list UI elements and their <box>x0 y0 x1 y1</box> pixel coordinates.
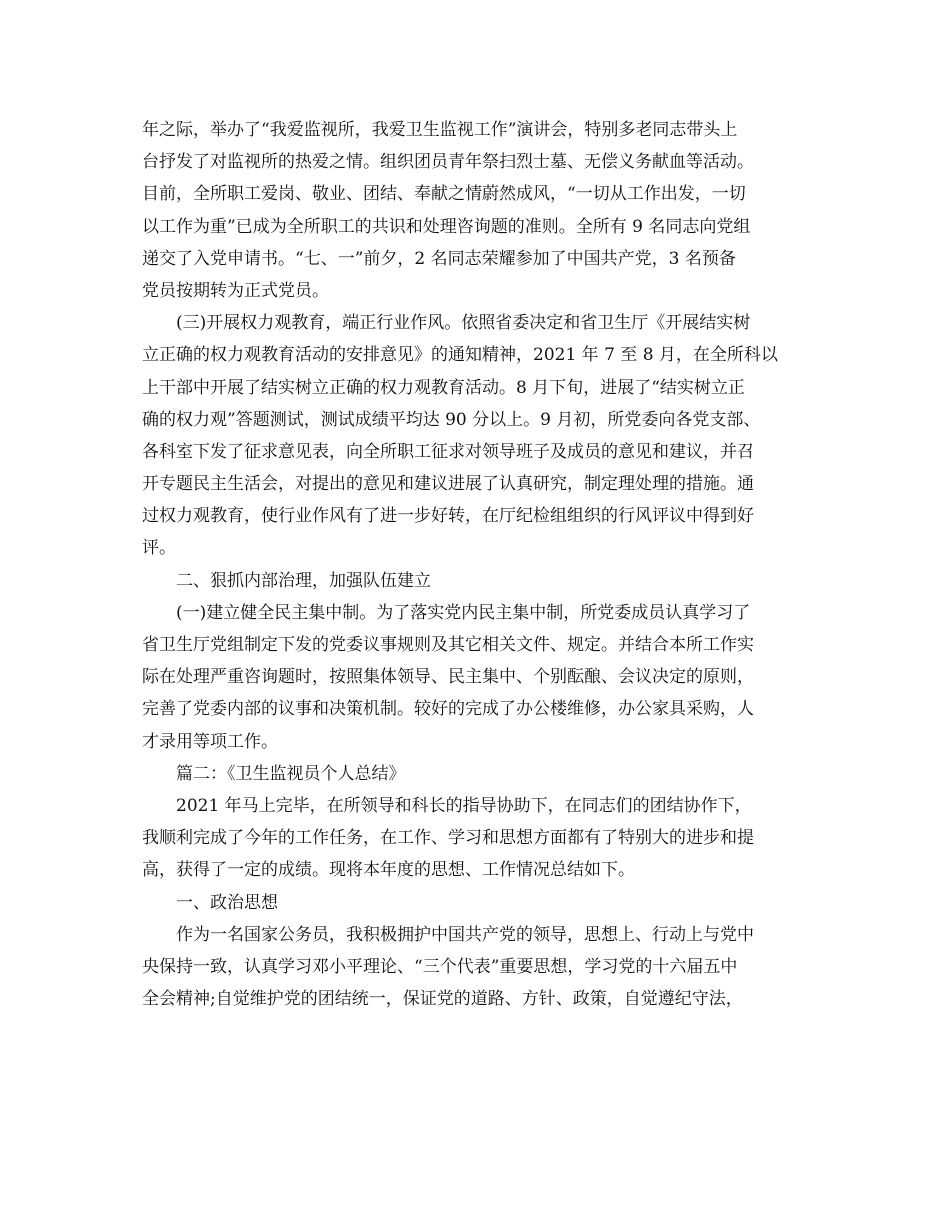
text-line: 央保持一致，认真学习邓小平理论、“三个代表”重要思想，学习党的十六届五中 <box>142 956 738 977</box>
paragraph <box>142 565 808 597</box>
text-line: 省卫生厅党组制定下发的党委议事规则及其它相关文件、规定。并结合本所工作实 <box>142 635 754 655</box>
paragraph <box>142 597 808 758</box>
text-line: 一、政治思想 <box>176 892 278 913</box>
text-line: 篇二：《卫生监视员个人总结》 <box>176 763 406 784</box>
text-line: (三)开展权力观教育，端正行业作风。依照省委决定和省卫生厅《开展结实树 <box>176 313 751 334</box>
text-line: 立正确的权力观教育活动的安排意见》的通知精神，2021 年 7 至 8 月，在全所科以 <box>142 345 778 366</box>
paragraph <box>142 114 808 307</box>
text-line: 台抒发了对监视所的热爱之情。组织团员青年祭扫烈士墓、无偿义务献血等活动。 <box>142 152 754 173</box>
text-line: 全会精神;自觉维护党的团结统一，保证党的道路、方针、政策，自觉遵纪守法， <box>142 989 743 1010</box>
text-line: 才录用等项工作。 <box>142 731 278 752</box>
text-line: 评。 <box>142 538 176 559</box>
text-line: 目前，全所职工爱岗、敬业、团结、奉献之情蔚然成风，“一切从工作出发，一切 <box>142 184 746 205</box>
paragraph <box>142 919 808 1016</box>
text-line: 确的权力观”答题测试，测试成绩平均达 90 分以上。9 月初，所党委向各党支部、 <box>142 409 761 430</box>
text-line: 过权力观教育，使行业作风有了进一步好转，在厅纪检组组织的行风评议中得到好 <box>142 506 754 527</box>
text-line: 开专题民主生活会，对提出的意见和建议进展了认真研究，制定理处理的措施。通 <box>142 474 754 495</box>
text-line: 高，获得了一定的成绩。现将本年度的思想、工作情况总结如下。 <box>142 860 635 881</box>
paragraph <box>142 887 808 919</box>
paragraph <box>142 307 808 565</box>
text-line: 二、狠抓内部治理，加强队伍建立 <box>176 570 431 591</box>
text-line: 际在处理严重咨询题时，按照集体领导、民主集中、个别酝酿、会议决定的原则， <box>142 667 754 688</box>
text-line: 2021 年马上完毕，在所领导和科长的指导协助下，在同志们的团结协作下， <box>176 795 752 816</box>
text-line: 递交了入党申请书。“七、一”前夕，2 名同志荣耀参加了中国共产党，3 名预备 <box>142 248 736 269</box>
paragraph <box>142 790 808 887</box>
paragraph <box>142 758 808 790</box>
document-body <box>142 114 808 1015</box>
text-line: 上干部中开展了结实树立正确的权力观教育活动。8 月下旬，进展了“结实树立正 <box>142 377 745 398</box>
text-line: 以工作为重”已成为全所职工的共识和处理咨询题的准则。全所有 9 名同志向党组 <box>142 216 751 237</box>
text-line: 作为一名国家公务员，我积极拥护中国共产党的领导，思想上、行动上与党中 <box>176 924 754 945</box>
text-line: 我顺利完成了今年的工作任务，在工作、学习和思想方面都有了特别大的进步和提 <box>142 828 754 849</box>
text-line: (一)建立健全民主集中制。为了落实党内民主集中制，所党委成员认真学习了 <box>176 602 751 623</box>
text-line: 年之际，举办了“我爱监视所，我爱卫生监视工作”演讲会，特别多老同志带头上 <box>142 120 738 140</box>
text-line: 各科室下发了征求意见表，向全所职工征求对领导班子及成员的意见和建议，并召 <box>142 441 754 462</box>
text-line: 党员按期转为正式党员。 <box>142 280 329 301</box>
text-line: 完善了党委内部的议事和决策机制。较好的完成了办公楼维修，办公家具采购，人 <box>142 699 754 720</box>
